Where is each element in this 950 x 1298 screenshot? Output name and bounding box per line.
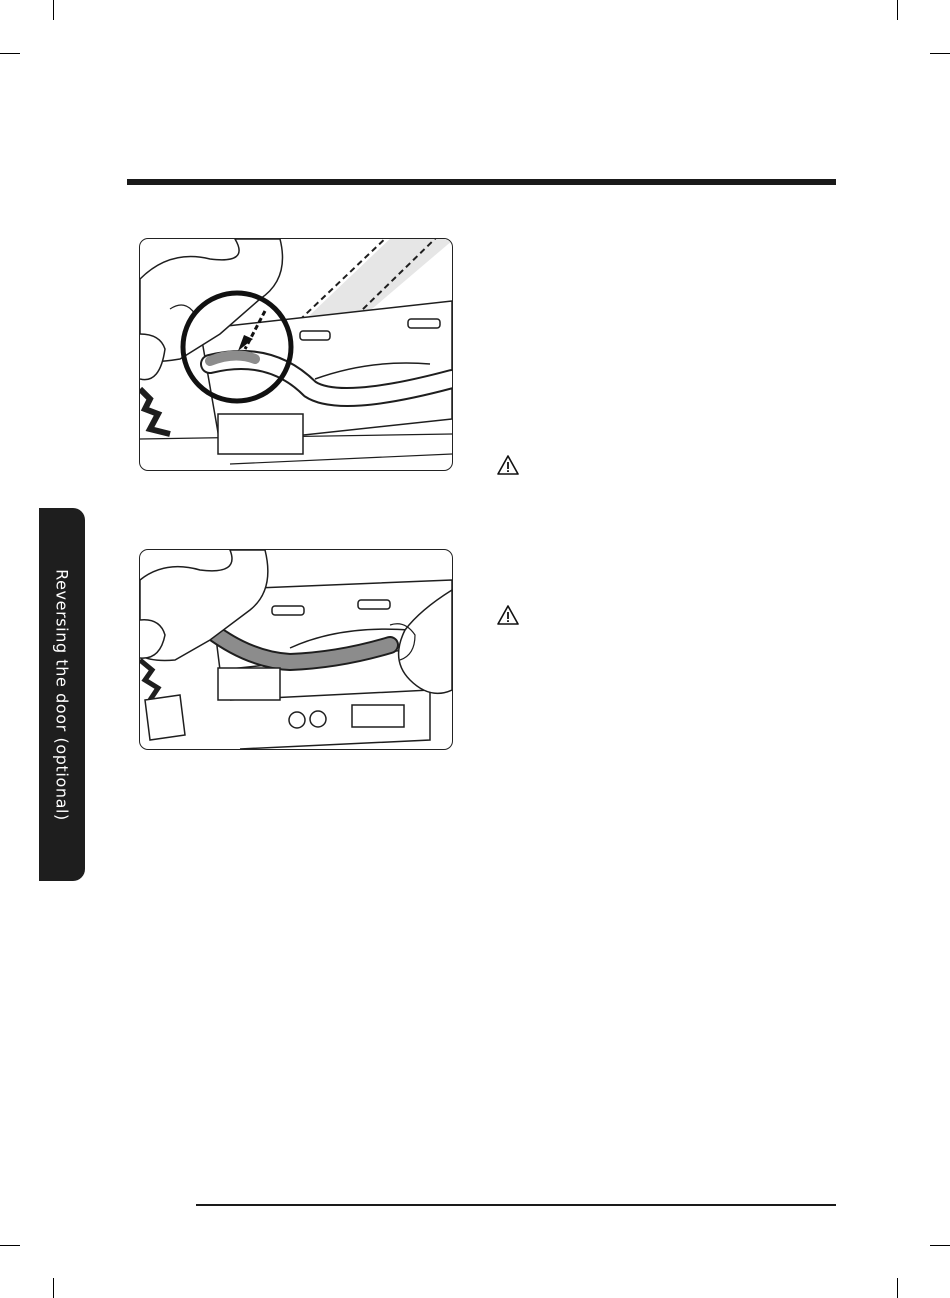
crop-mark: [930, 1245, 950, 1246]
footer-rule: [196, 1204, 836, 1206]
hand-pull-cable-illustration: [140, 550, 452, 749]
step-figure-1: [139, 238, 453, 471]
crop-mark: [53, 1278, 54, 1298]
header-rule: [127, 179, 836, 185]
crop-mark: [897, 0, 898, 20]
warning-triangle-icon: [497, 455, 519, 475]
side-section-tab-label: Reversing the door (optional): [52, 568, 72, 821]
step-figure-2: [139, 549, 453, 750]
side-section-tab[interactable]: [39, 508, 85, 881]
warning-triangle-icon: [497, 605, 519, 625]
crop-mark: [53, 0, 54, 20]
hand-insert-cable-illustration: [140, 239, 452, 470]
crop-mark: [930, 53, 950, 54]
crop-mark: [897, 1278, 898, 1298]
crop-mark: [0, 53, 20, 54]
crop-mark: [0, 1245, 20, 1246]
